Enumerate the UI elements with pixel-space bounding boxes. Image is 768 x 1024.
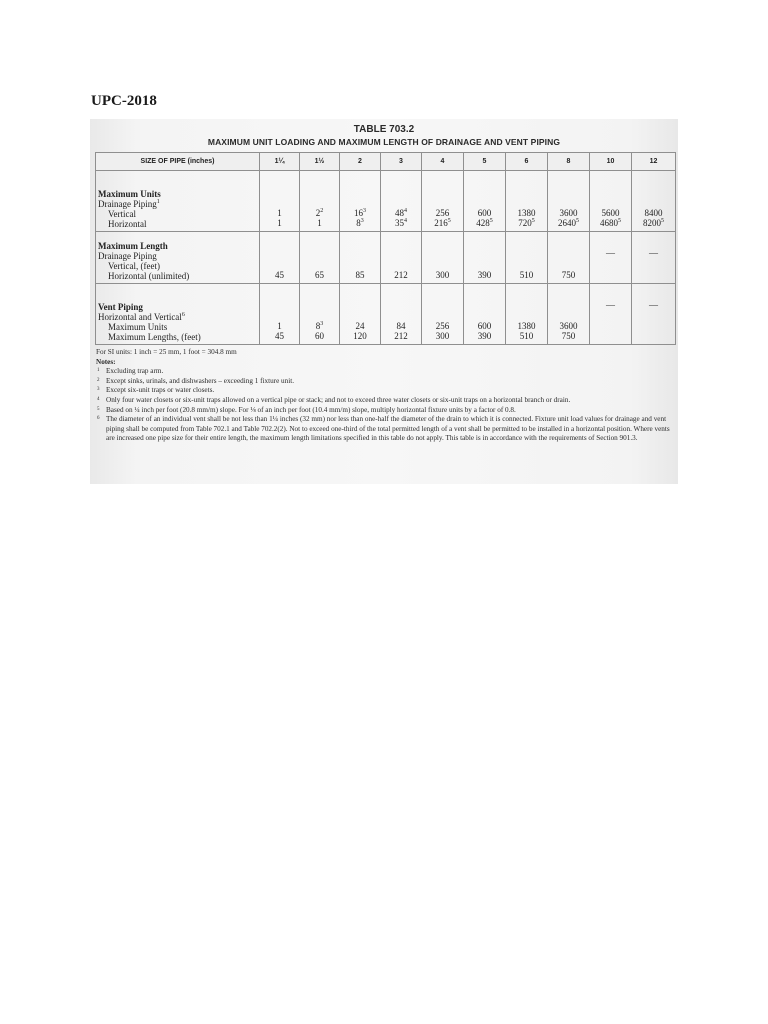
- cell-value: 428: [476, 218, 490, 228]
- table-cell: [422, 284, 464, 345]
- table-cell: [381, 284, 422, 345]
- note-item: [96, 386, 676, 396]
- table-cell: [300, 171, 340, 232]
- header-size-8: 10: [590, 153, 632, 171]
- table-cell: [340, 284, 381, 345]
- table-cell: [260, 284, 300, 345]
- cell-value-line: [381, 218, 421, 228]
- header-size-5: 5: [464, 153, 506, 171]
- cell-value: 256: [435, 321, 450, 331]
- cell-value-line: [260, 331, 299, 341]
- cell-value: 212: [394, 270, 408, 280]
- row-label-line: [98, 271, 259, 281]
- cell-value-line: [506, 218, 547, 228]
- row-label: [96, 171, 260, 232]
- cell-value: 120: [353, 331, 367, 341]
- header-size-3: 3: [381, 153, 422, 171]
- cell-value-line: [464, 218, 505, 228]
- footnote-marker: 5: [531, 218, 535, 224]
- row-label-line: [98, 322, 259, 332]
- cell-value: 8: [315, 321, 321, 331]
- cell-value-line: [422, 331, 463, 341]
- cell-value-line: [300, 218, 339, 228]
- row-label-line: [98, 312, 259, 322]
- cell-value-line: [422, 270, 463, 280]
- cell-value-line: [422, 208, 463, 218]
- cell-value-line: [422, 218, 463, 228]
- note-item: [96, 377, 676, 387]
- cell-value: 390: [477, 270, 492, 280]
- section-heading: Vent Piping: [98, 302, 143, 312]
- cell-value-line: [340, 331, 380, 341]
- cell-value: 8: [356, 218, 361, 228]
- cell-value: 60: [315, 331, 324, 341]
- note-marker: 1: [97, 368, 100, 374]
- table-cell: [632, 284, 676, 345]
- cell-value: 8400: [644, 208, 663, 218]
- cell-value-line: [632, 300, 675, 310]
- cell-value: 1380: [517, 321, 536, 331]
- table-row: [96, 171, 676, 232]
- note-text: Except sinks, urinals, and dishwashers – exceeding 1 fixture unit.: [106, 376, 295, 385]
- table-cell: [632, 232, 676, 284]
- cell-value: 16: [354, 208, 363, 218]
- table-row: [96, 232, 676, 284]
- cell-value-line: [260, 321, 299, 331]
- footnote-marker: 4: [404, 218, 407, 224]
- table-cell: [422, 171, 464, 232]
- table-cell: [340, 232, 381, 284]
- cell-value: 510: [519, 331, 534, 341]
- cell-value: 1: [277, 218, 282, 228]
- cell-value: 2: [315, 208, 321, 218]
- cell-value: 1: [277, 208, 282, 218]
- cell-value-line: [632, 248, 675, 258]
- table-notes: [96, 348, 676, 444]
- footnote-marker: 5: [489, 218, 493, 224]
- footnote-marker: 5: [576, 218, 579, 224]
- cell-value: 84: [396, 321, 406, 331]
- table-image: [90, 119, 678, 484]
- table-subtitle: MAXIMUM UNIT LOADING AND MAXIMUM LENGTH OF DRAINAGE AND VENT PIPING: [207, 137, 561, 147]
- table-cell: [548, 232, 590, 284]
- cell-value: 600: [477, 208, 492, 218]
- table-cell: [506, 284, 548, 345]
- table-cell: [506, 232, 548, 284]
- note-item: [96, 406, 676, 416]
- cell-value-line: [464, 331, 505, 341]
- cell-value-line: [260, 270, 299, 280]
- cell-value: 1: [317, 218, 322, 228]
- cell-value-line: [300, 208, 339, 218]
- cell-value: 216: [434, 218, 448, 228]
- si-units-note: For SI units: 1 inch = 25 mm, 1 foot = 304.8 mm: [96, 348, 237, 356]
- header-size-0: 1¼: [260, 153, 300, 171]
- header-size-7: 8: [548, 153, 590, 171]
- cell-value: —: [649, 300, 658, 310]
- row-label-text: Vertical: [108, 209, 136, 219]
- cell-value: —: [606, 248, 615, 258]
- cell-value: 256: [435, 208, 450, 218]
- row-label: [96, 232, 260, 284]
- cell-value-line: [381, 321, 421, 331]
- header-size-label: SIZE OF PIPE (inches): [96, 153, 260, 171]
- section-heading: Maximum Length: [98, 241, 168, 251]
- row-label-text: Maximum Units: [108, 322, 168, 332]
- cell-value: 300: [435, 270, 450, 280]
- cell-value-line: [340, 321, 380, 331]
- cell-value: 48: [395, 208, 404, 218]
- header-size-4: 4: [422, 153, 464, 171]
- cell-value-line: [381, 208, 421, 218]
- row-label-line: [98, 199, 259, 209]
- cell-value: 3600: [559, 321, 578, 331]
- cell-value-line: [300, 321, 339, 331]
- cell-value: 750: [561, 270, 576, 280]
- cell-value-line: [506, 208, 547, 218]
- row-label-text: Horizontal: [108, 219, 147, 229]
- note-text: The diameter of an individual vent shall be not less than 1¼ inches (32 mm) nor less than one-half the diameter of the drain to which it is connected. Fixture unit load values for drainage and vent piping shall be computed from Table 702.1 and Table 702.2(2). Not to exceed one-third of the total permitted length of a vent shall be permitted to be installed in a horizontal position. Where vents are increased one pipe size for their entire length, the maximum length limitations specified in this table do not apply. This table is in accordance with the requirements of Section 901.3.: [106, 415, 670, 443]
- cell-value: 35: [395, 218, 404, 228]
- cell-value: 24: [355, 321, 365, 331]
- cell-value-line: [632, 218, 675, 228]
- cell-value: 2640: [558, 218, 576, 228]
- row-label-text: Maximum Lengths, (feet): [108, 332, 201, 342]
- cell-value: 45: [275, 270, 284, 280]
- note-text: Based on ¼ inch per foot (20.8 mm/m) slope. For ⅛ of an inch per foot (10.4 mm/m) slope, multiply horizontal fixture units by a factor of 0.8.: [106, 405, 516, 414]
- cell-value: 720: [518, 218, 532, 228]
- footnote-marker: 3: [360, 218, 364, 224]
- cell-value-line: [300, 331, 339, 341]
- cell-value-line: [548, 331, 589, 341]
- table-cell: [464, 171, 506, 232]
- note-marker: 2: [97, 377, 100, 383]
- footnote-marker: 1: [156, 199, 160, 205]
- cell-value-line: [548, 321, 589, 331]
- footnote-marker: 5: [661, 218, 664, 224]
- row-label-line: [98, 261, 259, 271]
- cell-value: 8200: [643, 218, 661, 228]
- header-size-6: 6: [506, 153, 548, 171]
- note-text: Excluding trap arm.: [106, 367, 164, 376]
- table-cell: [590, 232, 632, 284]
- cell-value: 212: [394, 331, 408, 341]
- cell-value-line: [506, 321, 547, 331]
- cell-value-line: [590, 218, 631, 228]
- table-cell: [381, 232, 422, 284]
- footnote-marker: 4: [404, 208, 407, 214]
- table-cell: [590, 284, 632, 345]
- table-cell: [506, 171, 548, 232]
- cell-value: 1: [277, 321, 282, 331]
- cell-value-line: [260, 208, 299, 218]
- footnote-marker: 3: [363, 208, 366, 214]
- cell-value-line: [506, 270, 547, 280]
- table-cell: [632, 171, 676, 232]
- note-text: Only four water closets or six-unit traps allowed on a vertical pipe or stack; and not to exceed three water closets or six-unit traps on a horizontal branch or drain.: [106, 395, 571, 404]
- notes-heading: Notes:: [96, 357, 116, 366]
- table-body: [96, 171, 676, 345]
- cell-value-line: [422, 321, 463, 331]
- notes-list: [96, 367, 676, 444]
- table-cell: [590, 171, 632, 232]
- cell-value: 3600: [559, 208, 578, 218]
- note-item: [96, 415, 676, 444]
- header-size-9: 12: [632, 153, 676, 171]
- table-cell: [340, 171, 381, 232]
- cell-value-line: [340, 208, 380, 218]
- table-row: [96, 284, 676, 345]
- cell-value: 5600: [601, 208, 620, 218]
- cell-value: —: [649, 248, 658, 258]
- cell-value-line: [548, 208, 589, 218]
- cell-value: 1380: [517, 208, 536, 218]
- header-size-1: 1½: [300, 153, 340, 171]
- cell-value: 510: [519, 270, 534, 280]
- header-size-2: 2: [340, 153, 381, 171]
- cell-value-line: [381, 331, 421, 341]
- cell-value-line: [590, 248, 631, 258]
- note-text: Except six-unit traps or water closets.: [106, 386, 215, 395]
- row-label-text: Drainage Piping: [98, 199, 157, 209]
- table-header-row: [96, 153, 676, 171]
- cell-value-line: [632, 208, 675, 218]
- footnote-marker: 5: [618, 218, 621, 224]
- cell-value-line: [260, 218, 299, 228]
- document-title: UPC-2018: [91, 93, 157, 109]
- cell-value-line: [590, 300, 631, 310]
- note-item: [96, 367, 676, 377]
- table-cell: [464, 284, 506, 345]
- note-marker: 4: [97, 396, 100, 402]
- cell-value: 750: [561, 331, 576, 341]
- cell-value-line: [464, 208, 505, 218]
- cell-value: 45: [275, 331, 284, 341]
- table-cell: [300, 232, 340, 284]
- note-item: [96, 396, 676, 406]
- row-label-text: Drainage Piping: [98, 251, 157, 261]
- cell-value-line: [548, 270, 589, 280]
- footnote-marker: 3: [320, 321, 324, 327]
- cell-value-line: [340, 218, 380, 228]
- row-label: [96, 284, 260, 345]
- footnote-marker: 2: [320, 208, 324, 214]
- footnote-marker: 6: [181, 312, 185, 318]
- table-cell: [300, 284, 340, 345]
- table-cell: [260, 171, 300, 232]
- cell-value-line: [300, 270, 339, 280]
- row-label-text: Horizontal and Vertical: [98, 312, 182, 322]
- cell-value-line: [340, 270, 380, 280]
- row-label-text: Horizontal (unlimited): [108, 271, 190, 281]
- table-cell: [548, 171, 590, 232]
- table-cell: [548, 284, 590, 345]
- cell-value: 85: [355, 270, 365, 280]
- note-marker: 5: [97, 406, 100, 412]
- table-caption: TABLE 703.2: [353, 124, 415, 135]
- note-marker: 3: [97, 387, 100, 393]
- cell-value-line: [464, 270, 505, 280]
- row-label-line: [98, 332, 259, 342]
- row-label-text: Vertical, (feet): [108, 261, 160, 271]
- cell-value: —: [606, 300, 615, 310]
- row-label-line: [98, 219, 259, 229]
- cell-value: 300: [435, 331, 450, 341]
- cell-value-line: [464, 321, 505, 331]
- pipe-sizing-table: [95, 152, 676, 345]
- section-heading: Maximum Units: [98, 189, 161, 199]
- cell-value-line: [590, 208, 631, 218]
- footnote-marker: 5: [447, 218, 451, 224]
- cell-value: 4680: [600, 218, 618, 228]
- cell-value-line: [381, 270, 421, 280]
- cell-value-line: [548, 218, 589, 228]
- cell-value: 390: [477, 331, 492, 341]
- cell-value: 600: [477, 321, 492, 331]
- table-cell: [422, 232, 464, 284]
- cell-value-line: [506, 331, 547, 341]
- row-label-line: [98, 251, 259, 261]
- row-label-line: [98, 209, 259, 219]
- table-cell: [381, 171, 422, 232]
- cell-value: 65: [315, 270, 324, 280]
- table-cell: [464, 232, 506, 284]
- note-marker: 6: [97, 416, 100, 422]
- table-cell: [260, 232, 300, 284]
